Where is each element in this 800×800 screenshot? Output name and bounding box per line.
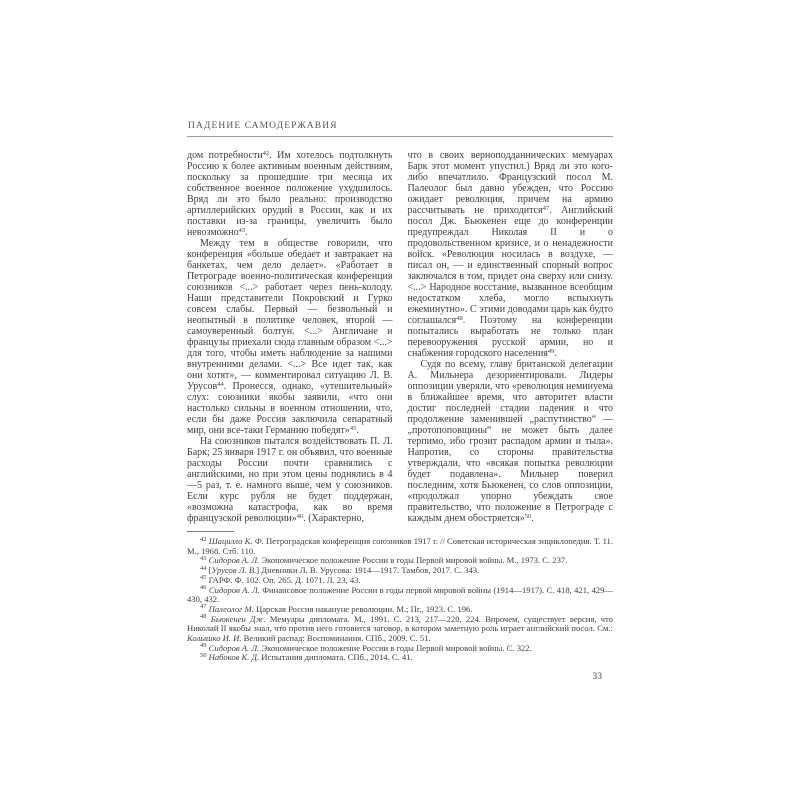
footnote [187,615,613,644]
footnote-marker: 44 [217,380,224,388]
footnote-marker: 45 [200,574,207,582]
footnote [187,537,613,556]
text-run: [ [206,565,212,576]
page-content [187,121,613,682]
text-run: Шацилло К. Ф. [208,536,264,546]
footnote-marker: 49 [547,347,555,355]
paragraph [187,150,393,238]
text-columns [187,150,613,524]
footnote-marker: 43 [238,226,246,234]
text-run: Урусов Л. В. [211,565,257,576]
text-run: . [245,227,248,238]
text-run: . Поэтому на конференции попытались выработать не только план перевооружения русской армии, но и снабжения городского населения [407,315,613,359]
text-run: . [531,513,534,524]
paragraph [187,238,393,436]
text-run: Великий распад: Воспоминания. СПб., 2009. С. 51. [241,633,431,644]
header-rule [187,136,613,137]
text-run: Финансовое положение России в годы первой мировой войны (1914—1917). С. 418, 421, 429—430, 432. [187,584,613,605]
text-column-right [408,150,614,524]
footnote-separator [187,531,234,532]
footnote-marker: 45 [349,424,357,432]
footnote-marker: 46 [200,584,207,592]
footnote-marker: 50 [200,651,207,659]
text-run: ГАРФ. Ф. 102. Оп. 265. Д. 1071. Л. 23, 43. [206,574,361,585]
text-run: Набоков К. Д. [208,652,260,663]
text-run: Экономическое положение России в годы Первой мировой войны. М., 1973. С. 237. [259,555,568,566]
text-run: Экономическое положение России в годы Первой мировой войны. С. 322. [259,642,532,653]
text-run: Испытания дипломата. СПб., 2014. С. 41. [259,652,413,663]
text-run: что в своих верноподданнических мемуарах Барк этот момент упустил.) Вряд ли это кого-либо впечатлило. Французский посол М. Палеолог был давно убежден, что Россию ожидает революция, причем на армию рассчитывать не приходится [407,150,613,216]
footnote-marker: 44 [200,564,207,572]
text-run: Сидоров А. Л. [208,642,260,653]
text-run: . Им хотелось подтолкнуть Россию к более активным военным действиям, поскольку за прошедшие три месяца их собственное военное положение ухудшилось. Вряд ли это было реально: производство артиллерийских орудий в России, как и их поставки из-за границы, увеличить было невозможно [187,150,393,238]
text-run: дом потребности [187,150,263,161]
footnote-marker: 48 [456,314,463,322]
footnote-marker: 48 [200,613,207,621]
running-head-title: ПАДЕНИЕ САМОДЕРЖАВИЯ [188,121,338,131]
footnote-marker: 46 [296,512,304,520]
text-run: Мемуары дипломата. М., 1991. С. 213, 217—220, 224. Впрочем, существует версия, что Николай II якобы знал, что против него готовится заговор, в котором заметную роль играет английский посол. См.: [187,613,613,634]
paragraph [187,436,393,524]
text-run: Сидоров А. Л. [208,555,260,566]
footnote-marker: 42 [262,149,270,157]
footnote-marker: 42 [200,535,207,543]
footnote-marker: 47 [542,204,550,212]
text-run: На союзников пытался воздействовать П. Л. Барк; 25 января 1917 г. он объявил, что военные расходы России почти сравнялись с английскими, но при этом цены поднялись в 4—5 раз, т. е. намного выше, чем у союзников. Если курс рубля не будет поддержан, «возможна катастрофа, как во время французской революции» [187,436,393,524]
page-number: 33 [592,672,602,683]
footnote-marker: 43 [200,554,207,562]
text-run: Петроградская конференция союзников 1917 г. // Советская историческая энциклопедия. Т. 11. М., 1968. Стб. 110. [187,536,613,556]
footnote [187,586,613,605]
text-column-left [187,150,393,524]
footnotes-list [187,537,613,663]
text-run: Палеолог М. [208,603,254,614]
footnote-marker: 49 [200,642,207,650]
text-run: ] Дневники Л. В. Урусова: 1914—1917. Тамбов, 2017. С. 343. [256,565,480,576]
text-run: Судя по всему, главу британской делегации А. Мильнера дезориентировали. Лидеры оппозиции уверяли, что «революция неминуема в ближайшее время, что авторитет власти достиг последней стадии падения и что продолжение заменившей „распутинство“ — „протопоповщины“ не может быть далее терпимо, ибо грозит распадом армии и тыла». Напротив, со стороны правительства утверждали, что «всякая попытка революции будет подавлена». Мильнер поверил последним, хотя Бьюкенен, со слов оппозиции, «продолжал упорно убеждать свое правительство, что положение в Петрограде с каждым днем обостряется» [407,359,613,524]
text-run: . [356,425,359,436]
text-run: . Английский посол Дж. Бьюкенен еще до конференции предупреждал Николая II и о продовольственном кризисе, и о ненадежности войск. «Революция носилась в воздухе, — писал он, — и единственный спорный вопрос заключался в том, придет она сверху или снизу. <...> Народное восстание, вызванное всеобщим недостатком хлеба, могло вспыхнуть ежеминутно». С этими доводами царь как будто соглашался [407,205,613,326]
footnote-marker: 47 [200,603,207,611]
paragraph [408,359,614,524]
text-run: Царская Россия накануне революции. М.; Пг., 1923. С. 196. [253,603,473,614]
text-run: . Пронесся, однако, «утешительный» слух: союзники якобы заявили, «что они настолько сильны в военном отношении, что, если бы даже Россия заключила сепаратный мир, они все-таки Германию победят» [187,381,393,436]
footnote [187,653,613,663]
text-run: Колышко И. И. [187,633,242,644]
text-run: . [554,348,557,359]
text-run: Между тем в обществе говорили, что конференция «больше обедает и завтракает на банкетах, чем дело делает». «Работает в Петрограде военно-политическая конференция союзников <...> работает через пень-колоду. Наши представители Покровский и Гурко совсем слабы. Первый — безвольный и неопытный в политике человек, второй — самоуверенный болтун. <...> Англичане и французы приехали сюда главным образом <...> для того, чтобы иметь наблюдение за нашими внутренними делами. <...> Все идет так, как они хотят», — комментировал ситуацию Л. В. Урусов [187,238,393,392]
text-run: Сидоров А. Л. [208,584,260,595]
paragraph [408,150,614,359]
text-run: Бьюкенен Дж. [210,613,266,624]
text-run: . (Характерно, [303,513,365,524]
footnote-marker: 50 [524,512,532,520]
